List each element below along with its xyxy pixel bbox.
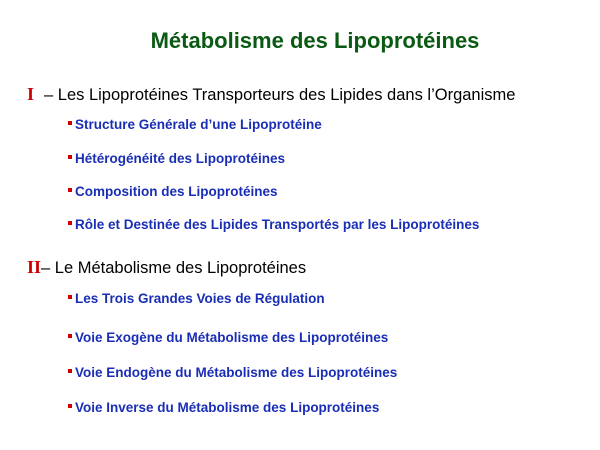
section-1-heading-text: – Les Lipoprotéines Transporteurs des Lipides dans l’Organisme <box>44 86 516 104</box>
list-item-text: Rôle et Destinée des Lipides Transportés par les Lipoprotéines <box>75 217 480 232</box>
list-item-text: Composition des Lipoprotéines <box>75 184 278 199</box>
bullet-icon <box>68 295 72 299</box>
bullet-icon <box>68 334 72 338</box>
section-1-numeral: I <box>27 84 35 104</box>
section-1-item-2 <box>68 151 285 166</box>
section-2-item-4 <box>68 400 379 415</box>
section-2-heading <box>27 257 306 278</box>
bullet-icon <box>68 404 72 408</box>
page-title: Métabolisme des Lipoprotéines <box>150 28 480 53</box>
bullet-icon <box>68 369 72 373</box>
bullet-icon <box>68 188 72 192</box>
section-1-heading <box>27 84 515 105</box>
section-2-item-2 <box>68 330 388 345</box>
list-item-text: Hétérogénéité des Lipoprotéines <box>75 151 286 166</box>
section-1-item-3 <box>68 184 278 199</box>
bullet-icon <box>68 155 72 159</box>
section-2-item-1 <box>68 291 325 306</box>
section-2-item-3 <box>68 365 397 380</box>
list-item-text: Structure Générale d’une Lipoprotéine <box>75 117 322 132</box>
bullet-icon <box>68 221 72 225</box>
section-1-item-1 <box>68 117 322 132</box>
list-item-text: Les Trois Grandes Voies de Régulation <box>75 291 325 306</box>
list-item-text: Voie Exogène du Métabolisme des Lipoprotéines <box>75 330 389 345</box>
section-1-item-4 <box>68 217 479 232</box>
list-item-text: Voie Endogène du Métabolisme des Lipoprotéines <box>75 365 398 380</box>
section-2-heading-text: – Le Métabolisme des Lipoprotéines <box>41 259 307 277</box>
list-item-text: Voie Inverse du Métabolisme des Lipoprotéines <box>75 400 380 415</box>
bullet-icon <box>68 121 72 125</box>
section-2-numeral: II <box>27 257 42 277</box>
